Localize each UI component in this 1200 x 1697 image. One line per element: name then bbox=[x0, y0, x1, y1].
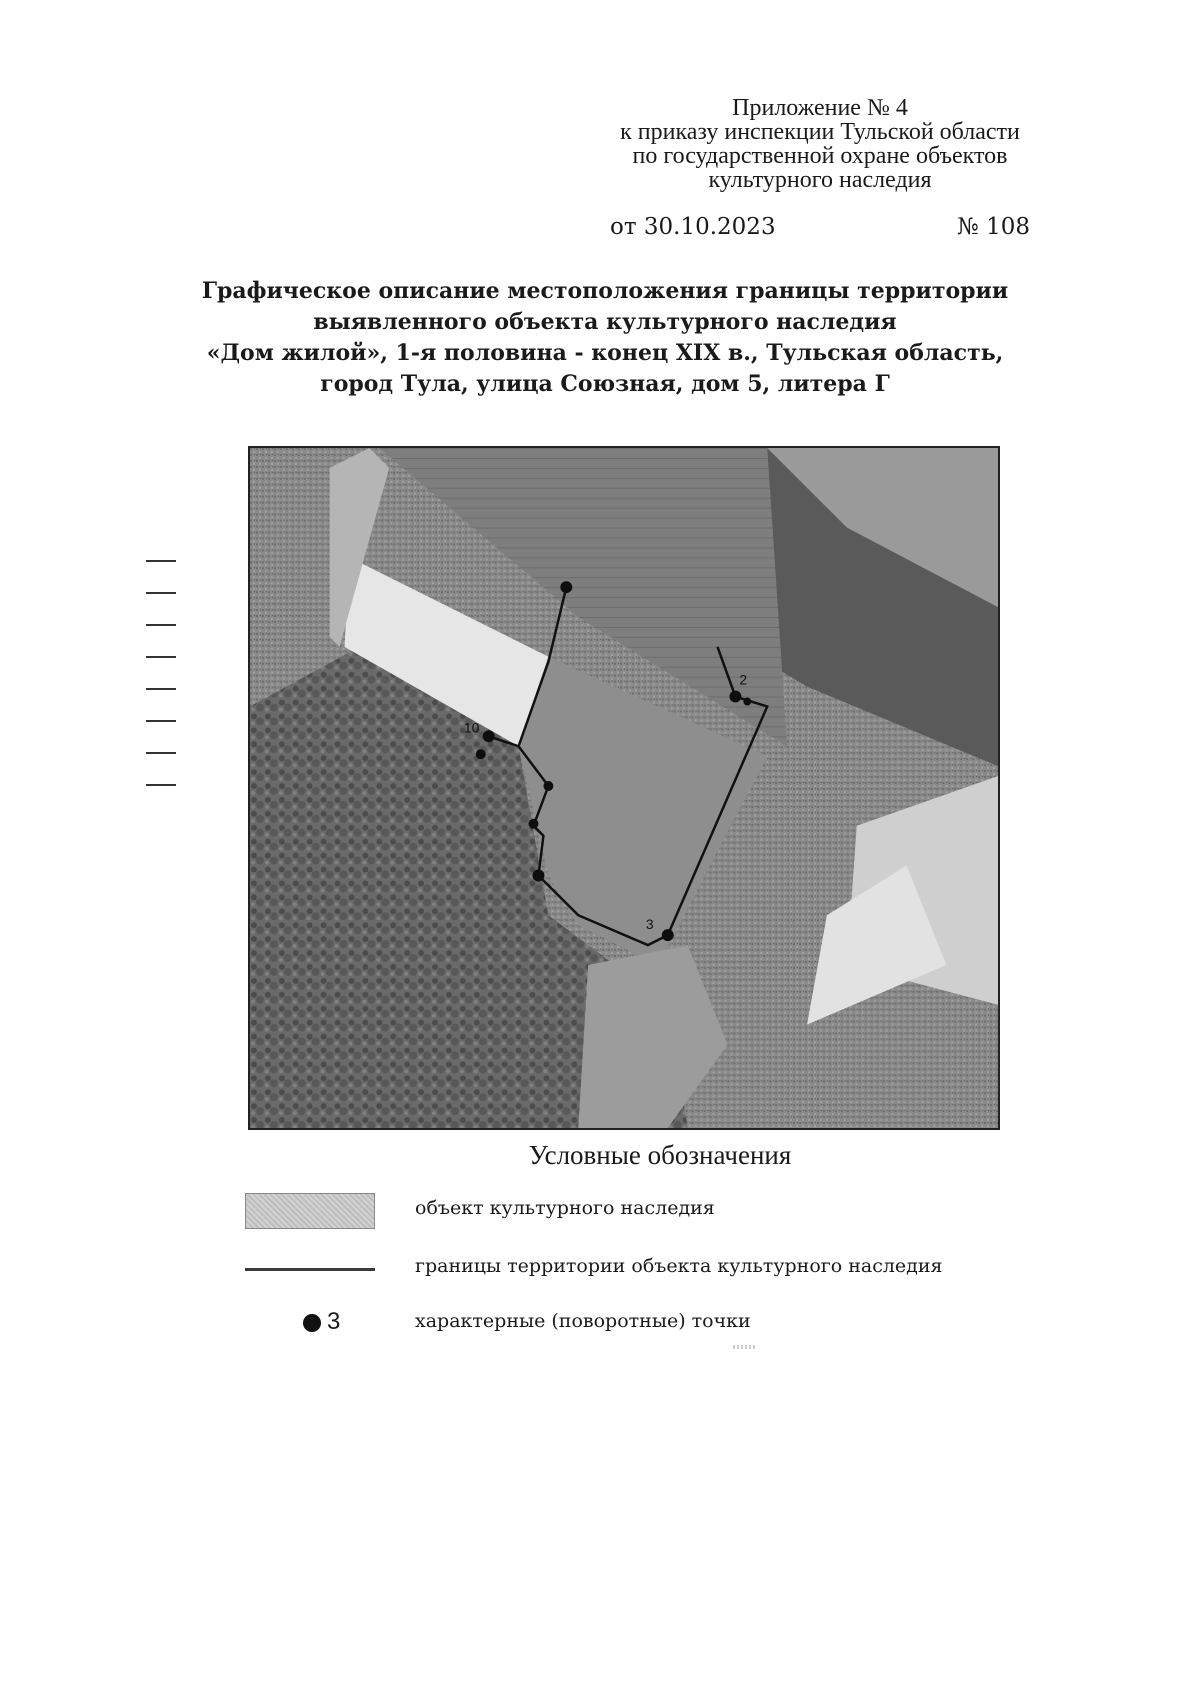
turning-point bbox=[560, 581, 572, 593]
turning-point bbox=[483, 730, 495, 742]
legend-point-number: 3 bbox=[327, 1308, 341, 1335]
title-line-3: «Дом жилой», 1-я половина - конец XIX в., Тульская область, bbox=[206, 340, 1004, 366]
legend-title bbox=[0, 1140, 1200, 1171]
point-label-2: 2 bbox=[739, 671, 748, 688]
point-label-3: 3 bbox=[645, 916, 654, 933]
title-line-2: выявленного объекта культурного наследия bbox=[313, 309, 897, 335]
legend-boundary-line bbox=[245, 1268, 375, 1271]
appendix-header bbox=[560, 96, 1080, 192]
aerial-map bbox=[248, 446, 1000, 1130]
legend-title-text: Условные обозначения bbox=[528, 1140, 792, 1170]
legend-item-object bbox=[245, 1193, 1145, 1233]
legend-boundary-label: границы территории объекта культурного наследия bbox=[415, 1255, 943, 1277]
point-label-10: 10 bbox=[463, 719, 480, 736]
legend-point-marker bbox=[303, 1314, 321, 1332]
legend-item-points bbox=[245, 1306, 1145, 1346]
legend-object-swatch bbox=[245, 1193, 375, 1229]
turning-point bbox=[476, 749, 486, 759]
order-number: № 108 bbox=[957, 214, 1030, 240]
turning-point bbox=[529, 819, 539, 829]
turning-point bbox=[662, 929, 674, 941]
appendix-authority-cont: культурного наследия bbox=[708, 167, 932, 193]
margin-dash bbox=[146, 592, 176, 594]
appendix-authority: по государственной охране объектов bbox=[632, 143, 1008, 169]
document-title bbox=[140, 276, 1070, 400]
turning-point bbox=[532, 870, 544, 882]
margin-dash bbox=[146, 624, 176, 626]
turning-point bbox=[543, 781, 553, 791]
aerial-map-svg bbox=[250, 448, 998, 1128]
turning-point bbox=[743, 698, 751, 706]
scan-artifact bbox=[733, 1345, 757, 1349]
legend-object-label: объект культурного наследия bbox=[415, 1197, 715, 1219]
appendix-number: Приложение № 4 bbox=[732, 95, 908, 121]
margin-dash bbox=[146, 784, 176, 786]
legend-points-label: характерные (поворотные) точки bbox=[415, 1310, 751, 1332]
appendix-order-ref: к приказу инспекции Тульской области bbox=[620, 119, 1020, 145]
turning-point bbox=[729, 691, 741, 703]
legend-item-boundary bbox=[245, 1251, 1145, 1291]
title-line-4: город Тула, улица Союзная, дом 5, литера Г bbox=[320, 371, 890, 397]
margin-dash bbox=[146, 752, 176, 754]
margin-dash bbox=[146, 688, 176, 690]
margin-dash bbox=[146, 656, 176, 658]
order-date: от 30.10.2023 bbox=[610, 214, 776, 240]
margin-dash bbox=[146, 720, 176, 722]
margin-marks bbox=[146, 560, 176, 816]
title-line-1: Графическое описание местоположения границы территории bbox=[201, 278, 1009, 304]
margin-dash bbox=[146, 560, 176, 562]
